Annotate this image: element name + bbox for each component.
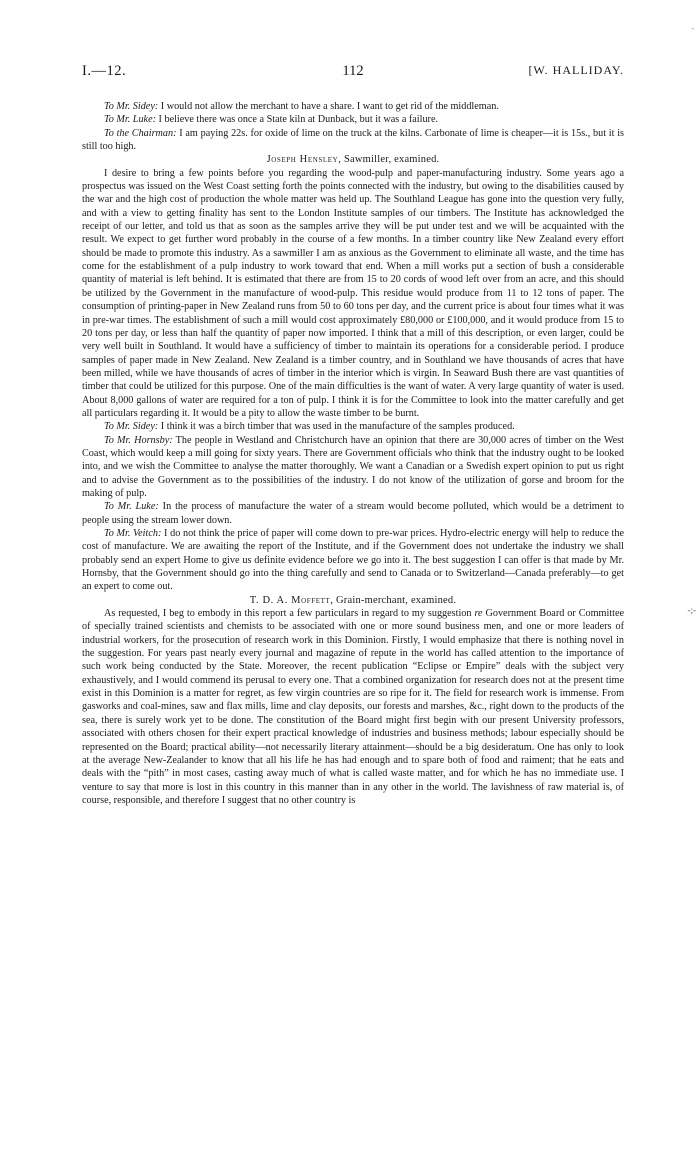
corner-mark: - xyxy=(691,24,694,33)
paragraph xyxy=(82,607,624,807)
latin-term: re xyxy=(474,608,483,620)
paragraph-text: I think it was a birch timber that was used in the manufacture of the samples produced. xyxy=(158,421,515,433)
paragraph xyxy=(82,167,624,421)
paragraph-text: In the process of manufacture the water of a stream would become polluted, which would be a detriment to people using the stream lower down. xyxy=(82,501,624,526)
speaker-label: To Mr. Hornsby: xyxy=(104,434,173,446)
paragraph xyxy=(82,127,624,154)
paragraph-text: I would not allow the merchant to have a share. I want to get rid of the middleman. xyxy=(158,101,499,112)
paragraph-text: I believe there was once a State kiln at Dunback, but it was a failure. xyxy=(155,114,439,126)
witness-role: , Sawmiller, examined. xyxy=(338,154,440,166)
paragraph xyxy=(82,100,624,113)
edge-mark: -;- xyxy=(687,605,696,615)
speaker-label: To the Chairman: xyxy=(104,127,177,139)
paragraph-text: I am paying 22s. for oxide of lime on the truck at the kilns. Carbonate of lime is cheaper—it is 15s., but it is still too high. xyxy=(82,127,625,153)
speaker-label: To Mr. Veitch: xyxy=(104,528,162,539)
witness-name: T. D. A. Moffett xyxy=(249,594,331,606)
paragraph-text: As requested, I beg to embody in this report a few particulars in regard to my suggestion xyxy=(104,608,475,620)
speaker-label: To Mr. Luke: xyxy=(104,114,156,126)
paragraph xyxy=(82,500,624,527)
paragraph xyxy=(82,420,624,433)
speaker-label: To Mr. Sidey: xyxy=(104,421,159,433)
document-reference: I.—12. xyxy=(82,63,127,79)
running-header xyxy=(82,63,624,83)
witness-name: Joseph Hensley xyxy=(266,154,339,166)
paragraph-text: I do not think the price of paper will come down to pre-war prices. Hydro-electric energy will help to reduce the cost of manufacture. We are awaiting the report of the Institute, and if the Government does not undertake the industry we shall probably send an expert Home to give us definite evidence before we go into it. The best suggestion I can offer is that made by Mr. Hornsby, that the Government should go into the thing carefully and send to Canada or to Switzerland—Canada preferably—to get an expert to come out. xyxy=(82,528,624,593)
paragraph xyxy=(82,434,624,501)
witness-heading xyxy=(82,153,624,166)
paragraph xyxy=(82,113,624,126)
page-body xyxy=(82,100,624,807)
paragraph-text: Government Board or Committee of specially trained scientists and chemists to be associated with one or more sound business men, and one or more leaders of industrial workers, for the prosecution of research work in this Dominion. Firstly, I would emphasize that there is nothing novel in the suggestion. For years past nearly every journal and magazine of repute in the world has called attention to the importance of such work being conducted by the State. Moreover, the recent publication “Eclipse or Empire” deals with the subject very exhaustively, and I would commend its perusal to every one. That a combined organization for research does not at the present time exist in this Dominion is a matter for regret, as few virgin countries are so ripe for it. The field for research work is immense. From gasworks and coal-mines, saw and flax mills, lime and clay deposits, our forests and marshes, &c., right down to the products of the sea, there is surely work yet to be done. The constitution of the Board might first begin with our present University professors, associated with others chosen for their expert practical knowledge of industries and business methods; labour especially should be represented on the Board; practical ability—not necessarily literary attainment—should be a big desideratum. One has only to look at the average New-Zealander to know that all his life he has had enough and to spare both of food and raiment; that he eats and deals with the “pith” in most cases, casting away much of what is called waste matter, and for which he has no immediate use. I venture to say that more is lost in this country in this manner than in any other in the world. The lavishness of raw material is, of course, responsible, and therefore I suggest that no other country is xyxy=(82,608,624,806)
paragraph-text: I desire to bring a few points before you regarding the wood-pulp and paper-manufacturing industry. Some years ago a prospectus was issued on the West Coast setting forth the points connected with the industry, but owing to the disabilities caused by the war and the high cost of production the whole matter was held up. The Southland League has gone into the question very fully, and with a view to getting finality has sent to the London Institute samples of our timbers. The Institute has acknowledged the receipt of our letter, and told us that as soon as the samples arrive they will be put under test and we will be acquainted with the result. We expect to get further word probably in the course of a few months. In a timber country like New Zealand every effort should be made to promote this industry. As a sawmiller I am as anxious as the Government to eliminate all waste, and the time has come for the establishment of a pulp industry to work toward that end. When a mill works put a section of bush a considerable quantity of material is left behind. It is estimated that there are from 15 to 20 cords of wood left over from an acre, and this should be utilized by the Government in the manufacture of wood-pulp. This residue would produce from 11 to 12 tons of paper. The consumption of printing-paper in New Zealand runs from 50 to 60 tons per day, and the current price is about four times what it was in pre-war times. The establishment of such a mill would cost approximately £80,000 or £100,000, and it would produce from 15 to 20 tons per day, or less than half the quantity of paper now imported. I think that a mill of this description, or even larger, could be very well built in Southland. It would have a sufficiency of timber to maintain its operations for a considerable period. I produce samples of paper made in New Zealand. New Zealand is a timber country, and in Southland we have thousands of acres that have been milled, while we have thousands of acres of timber in the interior which is virgin. In Seaward Bush there are vast quantities of timber that could be utilized for this purpose. One of the main difficulties is the want of water. A very large quantity of water is used. About 8,000 gallons of water are required for a ton of pulp. I think it is for the Committee to look into the matter carefully and get all particulars regarding it. It would be a pity to allow the waste timber to be burnt. xyxy=(82,167,624,419)
paragraph-text: The people in Westland and Christchurch have an opinion that there are 30,000 acres of timber on the West Coast, which would keep a mill going for sixty years. There are Government officials who think that the industry ought to be looked into, and we wish the Committee to analyse the matter thoroughly. We want a Canadian or a Swedish expert opinion to put us right and to advise the Government as to the possibilities of the industry. I do not know of the utilization of gorse and broom for the making of pulp. xyxy=(82,434,624,499)
paragraph xyxy=(82,527,624,594)
witness-reference: [W. HALLIDAY. xyxy=(528,63,624,77)
witness-heading xyxy=(82,594,624,607)
page-number: 112 xyxy=(342,63,364,79)
speaker-label: To Mr. Luke: xyxy=(104,501,159,513)
witness-role: , Grain-merchant, examined. xyxy=(330,594,457,606)
speaker-label: To Mr. Sidey: xyxy=(104,101,159,112)
